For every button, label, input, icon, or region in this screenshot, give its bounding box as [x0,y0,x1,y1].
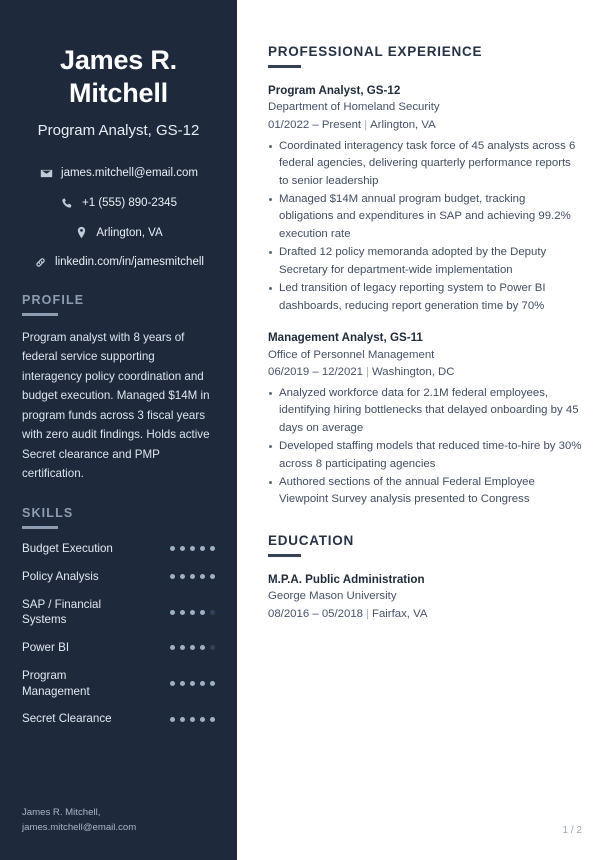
skill-dot-filled [180,546,185,551]
profile-heading: PROFILE [22,292,85,307]
skills-heading: SKILLS [22,505,74,520]
experience-dates: 01/2022 – Present [268,119,362,132]
education-location: Fairfax, VA [371,607,428,620]
candidate-headline: Program Analyst, GS-12 [37,121,200,139]
contact-location-text: Arlington, VA [96,226,163,239]
skill-dot-empty [210,610,215,615]
skill-level-dots [170,574,215,579]
contact-email-text: james.mitchell@email.com [61,167,198,180]
experience-entry [268,82,582,315]
skill-dot-filled [200,645,205,650]
skill-dot-filled [190,645,195,650]
skill-dot-filled [200,610,205,615]
experience-dates: 06/2019 – 12/2021 [268,366,364,379]
sidebar [0,0,237,860]
experience-bullet: Coordinated interagency task force of 45 analysts across 6 federal agencies, delivering quarterly performance reports to senior leadership [268,138,582,190]
education-section [268,533,582,624]
experience-bullet: Authored sections of the annual Federal Employee Viewpoint Survey analysis presented to Congress [268,474,582,509]
profile-section [22,293,215,484]
contact-phone-text: +1 (555) 890-2345 [82,196,177,209]
experience-bullet: Drafted 12 policy memoranda adopted by the Deputy Secretary for department-wide implementation [268,244,582,279]
skill-name: Program Management [22,668,90,698]
skill-name: Secret Clearance [22,712,112,726]
experience-meta [268,364,582,382]
education-heading-rule [268,554,301,557]
experience-heading-rule [268,65,301,68]
skill-dot-filled [200,681,205,686]
skill-dot-filled [180,574,185,579]
experience-job-title: Program Analyst, GS-12 [268,84,401,97]
skill-dot-filled [180,717,185,722]
skill-dot-filled [210,717,215,722]
contact-list [22,165,215,271]
skill-row [22,668,215,699]
skill-name: Budget Execution [22,541,113,555]
skill-dot-filled [170,574,175,579]
skill-name: Policy Analysis [22,569,99,583]
skill-dot-filled [190,717,195,722]
experience-entry-list [268,82,582,509]
education-heading: EDUCATION [268,532,354,548]
skill-dot-filled [170,610,175,615]
skill-level-dots [170,681,215,686]
education-school: George Mason University [268,590,397,603]
education-entry-list [268,571,582,624]
main-content [237,0,608,860]
skill-row [22,640,215,656]
skill-dot-empty [210,645,215,650]
experience-bullet: Analyzed workforce data for 2.1M federal employees, identifying hiring bottlenecks that delayed onboarding by 45 days on average [268,385,582,437]
skill-dot-filled [170,681,175,686]
profile-text: Program analyst with 8 years of federal service supporting interagency policy coordination and budget execution. Managed $14M in program funds across 3 fiscal years with zero audit findings. Holds active Secret clearance and PMP certification. [22,330,210,481]
education-dates: 08/2016 – 05/2018 [268,607,364,620]
experience-section [268,44,582,509]
experience-location: Arlington, VA [370,119,436,132]
skill-dot-filled [210,574,215,579]
sidebar-footer [22,805,215,836]
contact-item-phone[interactable] [22,195,215,212]
skill-dot-filled [170,645,175,650]
sidebar-footer-name: James R. Mitchell, [22,806,101,818]
sidebar-footer-email: james.mitchell@email.com [22,822,137,834]
experience-bullet: Led transition of legacy reporting system to Power BI dashboards, reducing report generation time by 70% [268,280,582,315]
skill-dot-filled [180,645,185,650]
education-entry [268,571,582,624]
skill-dot-filled [170,546,175,551]
page-number: 1 / 2 [562,825,582,836]
skill-dot-filled [200,574,205,579]
contact-item-linkedin[interactable] [22,254,215,271]
profile-heading-rule [22,313,58,316]
skill-dot-filled [190,610,195,615]
experience-job-title: Management Analyst, GS-11 [268,331,423,345]
skill-name: SAP / Financial Systems [22,597,102,627]
education-meta [268,606,582,624]
skill-dot-filled [210,681,215,686]
experience-location: Washington, DC [371,366,455,379]
experience-bullet: Developed staffing models that reduced time-to-hire by 30% across 8 participating agencies [268,438,582,473]
skill-name: Power BI [22,641,70,655]
skill-level-dots [170,546,215,551]
experience-bullet-list [268,138,582,315]
skill-level-dots [170,717,215,722]
phone-icon [60,196,74,210]
skill-row [22,711,215,727]
skill-row [22,597,215,628]
skills-heading-rule [22,526,58,529]
skill-dot-filled [180,681,185,686]
skill-dot-filled [190,546,195,551]
skill-row [22,541,215,557]
contact-item-email[interactable] [22,165,215,182]
skill-level-dots [170,610,215,615]
location-pin-icon [74,226,88,240]
skill-dot-filled [170,717,175,722]
envelope-icon [39,167,53,181]
contact-linkedin-text: linkedin.com/in/jamesmitchell [55,256,204,269]
skill-dot-filled [210,546,215,551]
experience-entry [268,329,582,509]
meta-separator: | [366,607,369,620]
skill-dot-filled [180,610,185,615]
candidate-name: James R. Mitchell [60,45,177,108]
skill-dot-filled [190,574,195,579]
skill-dot-filled [200,546,205,551]
experience-heading: PROFESSIONAL EXPERIENCE [268,44,483,59]
link-icon [33,256,47,270]
skills-section [22,506,215,728]
skill-dot-filled [200,717,205,722]
skill-dot-filled [190,681,195,686]
meta-separator: | [366,366,369,379]
experience-organization: Department of Homeland Security [268,101,440,114]
experience-bullet: Managed $14M annual program budget, tracking obligations and expenditures in SAP and achieving 99.2% execution rate [268,191,582,243]
experience-organization: Office of Personnel Management [268,348,435,361]
contact-item-location[interactable] [22,225,215,242]
experience-meta [268,117,582,135]
education-degree: M.P.A. Public Administration [268,572,425,586]
experience-bullet-list [268,385,582,509]
skill-level-dots [170,645,215,650]
skills-list [22,541,215,728]
skill-row [22,569,215,585]
meta-separator: | [364,119,368,132]
